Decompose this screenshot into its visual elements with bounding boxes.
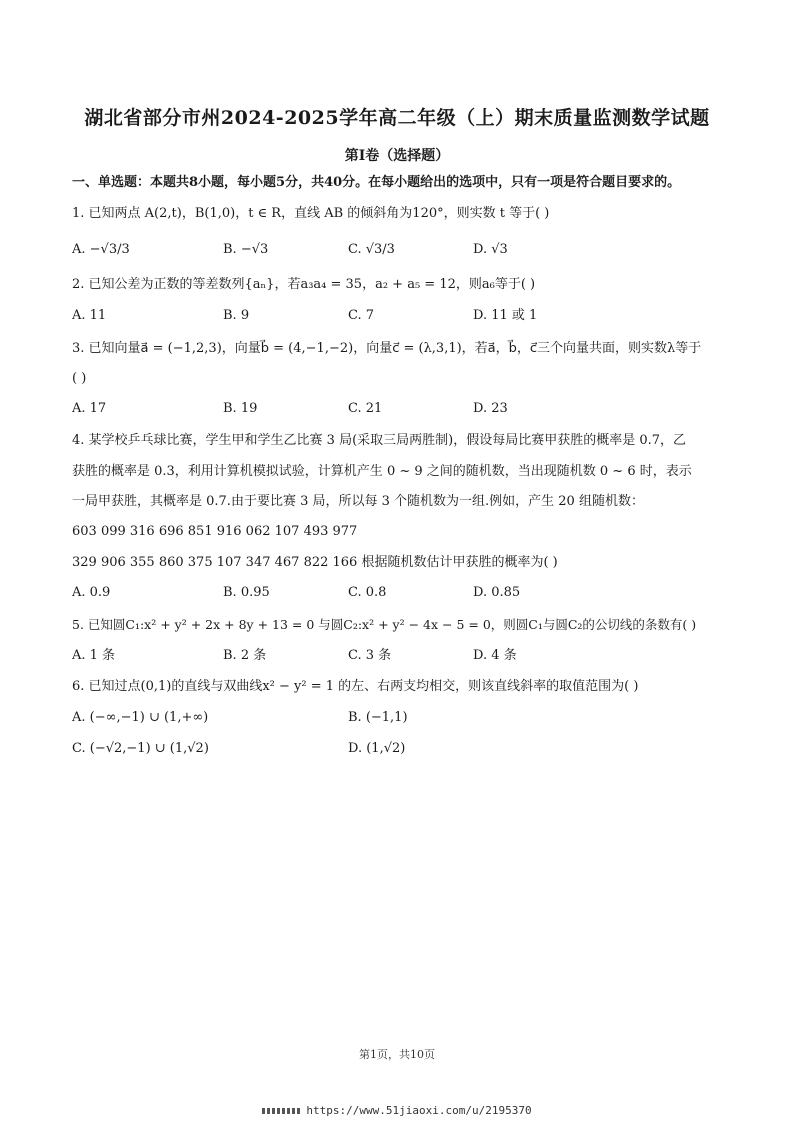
question-5-option-d: D. 4 条 (473, 648, 517, 663)
question-5-option-c: C. 3 条 (348, 648, 392, 663)
question-3-option-c: C. 21 (348, 401, 383, 416)
page-number: 第1页，共10页 (359, 1048, 435, 1061)
question-3-stem-cont: ( ) (72, 371, 87, 386)
question-4-random-numbers-2: 329 906 355 860 375 107 347 467 822 166 根据随机数估计甲获胜的概率为( ) (72, 555, 558, 570)
question-1-option-a: A. −√3/3 (72, 242, 130, 257)
question-2-option-a: A. 11 (72, 308, 107, 323)
question-1-option-c: C. √3/3 (348, 242, 395, 257)
question-4-line-1: 4. 某学校乒乓球比赛，学生甲和学生乙比赛 3 局(采取三局两胜制)，假设每局比赛甲获胜的概率是 0.7，乙 (72, 433, 687, 448)
question-6-stem: 6. 已知过点(0,1)的直线与双曲线x² − y² = 1 的左、右两支均相交，则该直线斜率的取值范围为( ) (72, 679, 639, 694)
section-heading: 一、单选题：本题共8小题，每小题5分，共40分。在每小题给出的选项中，只有一项是符合题目要求的。 (72, 175, 681, 190)
question-2-option-c: C. 7 (348, 308, 375, 323)
question-4-option-b: B. 0.95 (223, 585, 270, 600)
question-4-line-3: 一局甲获胜，其概率是 0.7.由于要比赛 3 局，所以每 3 个随机数为一组.例如，产生 20 组随机数： (72, 494, 644, 509)
question-6-option-c: C. (−√2,−1) ∪ (1,√2) (72, 741, 209, 756)
question-4-line-2: 获胜的概率是 0.3，利用计算机模拟试验，计算机产生 0 ~ 9 之间的随机数，当出现随机数 0 ~ 6 时，表示 (72, 464, 692, 479)
watermark (0, 1104, 794, 1117)
question-4-option-a: A. 0.9 (72, 585, 111, 600)
question-5-option-b: B. 2 条 (223, 648, 267, 663)
question-3-option-a: A. 17 (72, 401, 107, 416)
question-5-option-a: A. 1 条 (72, 648, 116, 663)
question-1-option-d: D. √3 (473, 242, 508, 257)
question-4-option-c: C. 0.8 (348, 585, 387, 600)
page-title: 湖北省部分市州2024-2025学年高二年级（上）期末质量监测数学试题 (84, 107, 710, 129)
question-2-option-b: B. 9 (223, 308, 250, 323)
question-3-stem: 3. 已知向量a⃗ = (−1,2,3)，向量b⃗ = (4,−1,−2)，向量c⃗ = (λ,3,1)，若a⃗，b⃗，c⃗三个向量共面，则实数λ等于 (72, 341, 702, 356)
question-2-stem: 2. 已知公差为正数的等差数列{aₙ}，若a₃a₄ = 35，a₂ + a₅ = 12，则a₆等于( ) (72, 277, 536, 292)
question-2-option-d: D. 11 或 1 (473, 308, 538, 323)
section-subtitle: 第I卷（选择题） (344, 148, 450, 164)
question-6-option-a: A. (−∞,−1) ∪ (1,+∞) (72, 710, 209, 725)
question-6-option-b: B. (−1,1) (348, 710, 408, 725)
question-4-random-numbers-1: 603 099 316 696 851 916 062 107 493 977 (72, 524, 358, 539)
watermark-url[interactable]: https://www.51jiaoxi.com/u/2195370 (306, 1104, 532, 1117)
question-3-option-d: D. 23 (473, 401, 508, 416)
question-1-option-b: B. −√3 (223, 242, 269, 257)
question-6-option-d: D. (1,√2) (348, 741, 406, 756)
question-4-option-d: D. 0.85 (473, 585, 521, 600)
question-3-option-b: B. 19 (223, 401, 258, 416)
question-1-stem: 1. 已知两点 A(2,t)，B(1,0)，t ∈ R，直线 AB 的倾斜角为120°，则实数 t 等于( ) (72, 206, 550, 221)
watermark-logo-icon (262, 1108, 300, 1114)
question-5-stem: 5. 已知圆C₁:x² + y² + 2x + 8y + 13 = 0 与圆C₂:x² + y² − 4x − 5 = 0，则圆C₁与圆C₂的公切线的条数有( ) (72, 617, 697, 632)
